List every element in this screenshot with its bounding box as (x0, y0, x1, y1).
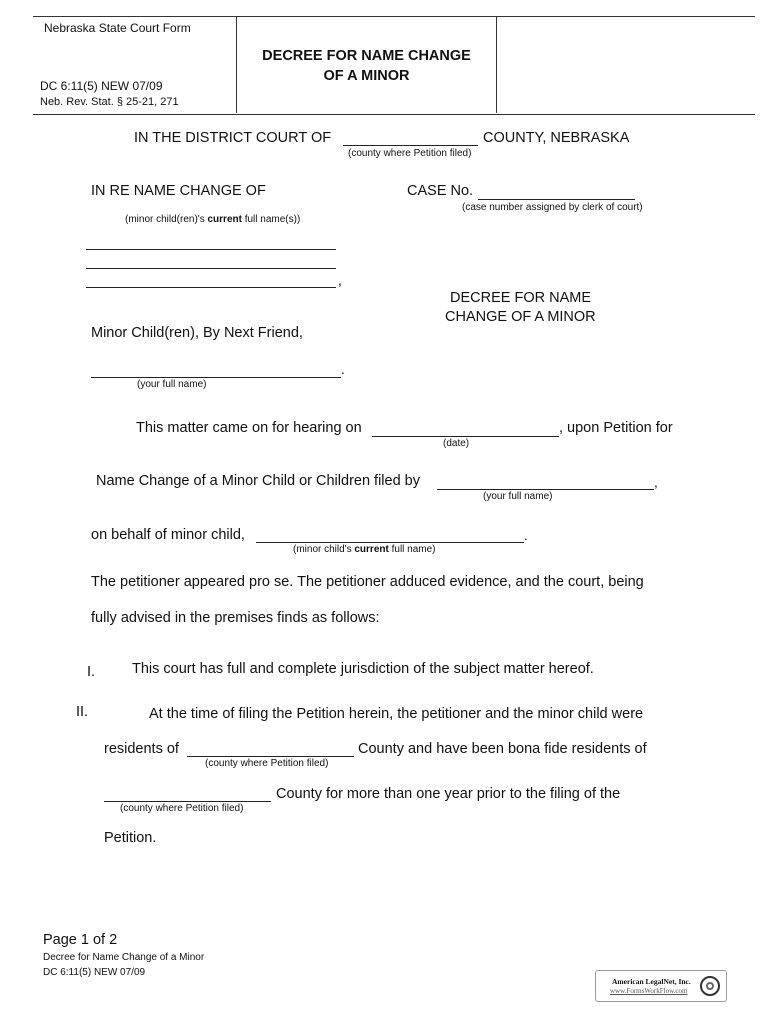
form-title-line2: OF A MINOR (323, 68, 410, 84)
item1-number: I. (87, 664, 96, 680)
form-code: DC 6:11(5) NEW 07/09 (40, 79, 163, 93)
residents-of-text: residents of (104, 741, 179, 757)
logo-url: www.FormsWorkFlow.com (610, 987, 688, 995)
date-hint: (date) (443, 438, 470, 449)
bona-fide-text: County and have been bona fide residents of (358, 741, 647, 757)
your-name-hint: (your full name) (137, 379, 207, 390)
footer-doc-title: Decree for Name Change of a Minor (43, 952, 205, 963)
county-blank[interactable] (343, 145, 478, 146)
case-no-label: CASE No. (407, 183, 474, 199)
footer-form-code: DC 6:11(5) NEW 07/09 (43, 967, 146, 978)
header-divider-left (236, 16, 237, 113)
page-number: Page 1 of 2 (43, 932, 118, 948)
appeared-text: The petitioner appeared pro se. The petitioner adduced evidence, and the court, being (91, 574, 644, 590)
behalf-period: . (524, 528, 528, 543)
prior-county-blank[interactable] (104, 801, 271, 802)
court-line-prefix: IN THE DISTRICT COURT OF (134, 130, 332, 146)
petition-word: Petition. (104, 830, 157, 846)
petitioner-name-blank[interactable] (91, 377, 341, 378)
in-re-label: IN RE NAME CHANGE OF (91, 183, 266, 199)
decree-title-2: CHANGE OF A MINOR (445, 309, 596, 325)
header-divider-right (496, 16, 497, 113)
behalf-text: on behalf of minor child, (91, 527, 245, 543)
minor-names-hint: (minor child(ren)'s current full name(s)) (125, 214, 301, 225)
logo-company: American LegalNet, Inc. (612, 977, 691, 986)
court-line-suffix: COUNTY, NEBRASKA (483, 130, 630, 146)
minor-name-blank-1[interactable] (86, 249, 336, 250)
state-form-label: Nebraska State Court Form (44, 21, 191, 35)
minor-name-blank-2[interactable] (86, 268, 336, 269)
residents-county-hint: (county where Petition filed) (205, 758, 329, 769)
item2-text: At the time of filing the Petition herein, the petitioner and the minor child were (149, 706, 644, 722)
prior-county-hint: (county where Petition filed) (120, 803, 244, 814)
item2-number: II. (76, 704, 89, 720)
more-than-text: County for more than one year prior to the filing of the (276, 786, 621, 802)
filed-by-comma: , (654, 475, 658, 490)
filed-by-blank[interactable] (437, 489, 654, 490)
filed-by-text: Name Change of a Minor Child or Children filed by (96, 473, 420, 489)
residents-county-blank[interactable] (187, 756, 354, 757)
next-friend-label: Minor Child(ren), By Next Friend, (91, 325, 303, 341)
statute-ref: Neb. Rev. Stat. § 25-21, 271 (40, 96, 179, 108)
publisher-logo (595, 970, 727, 1002)
advised-text: fully advised in the premises finds as follows: (91, 610, 380, 626)
decree-title-1: DECREE FOR NAME (450, 290, 591, 306)
filed-by-hint: (your full name) (483, 491, 553, 502)
hearing-date-blank[interactable] (372, 436, 559, 437)
globe-icon (700, 976, 720, 996)
case-no-hint: (case number assigned by clerk of court) (462, 202, 643, 213)
county-hint: (county where Petition filed) (348, 148, 472, 159)
minor-child-hint: (minor child's current full name) (293, 544, 436, 555)
hearing-text: This matter came on for hearing on (136, 420, 362, 436)
case-no-blank[interactable] (478, 199, 635, 200)
item1-text: This court has full and complete jurisdiction of the subject matter hereof. (132, 661, 594, 677)
form-title-line1: DECREE FOR NAME CHANGE (262, 48, 471, 64)
upon-petition-text: , upon Petition for (559, 420, 673, 436)
blank-comma: , (338, 273, 342, 288)
minor-name-blank-3[interactable] (86, 287, 336, 288)
minor-child-blank[interactable] (256, 542, 524, 543)
blank-period: . (341, 362, 345, 377)
